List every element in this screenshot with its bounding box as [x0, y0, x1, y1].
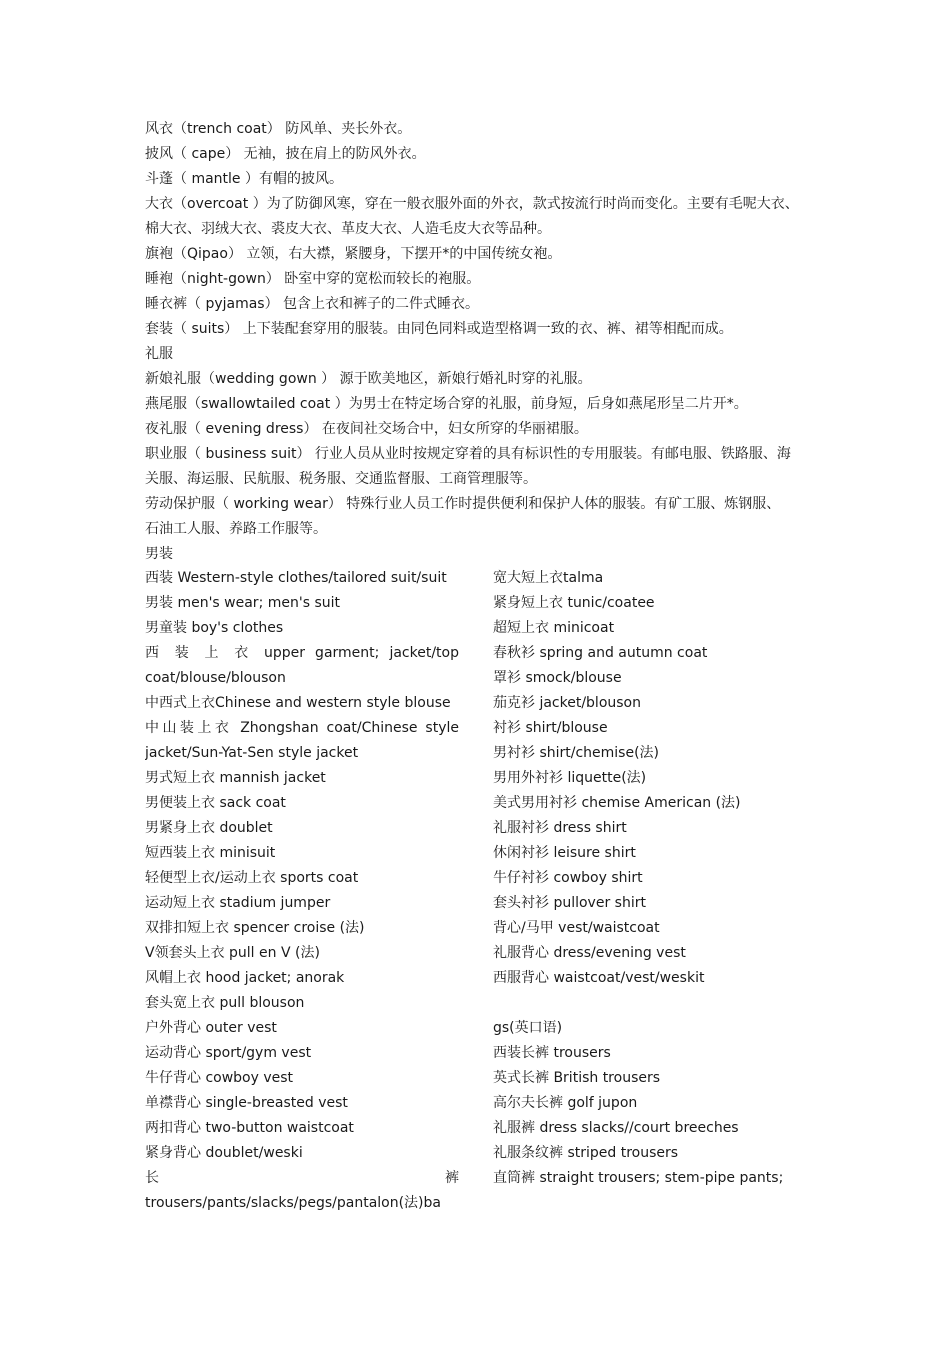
glossary-entry: 礼服背心 dress/evening vest [493, 945, 686, 961]
glossary-entry: 牛仔背心 cowboy vest [145, 1070, 294, 1086]
glossary-entry: 轻便型上衣/运动上衣 sports coat [145, 870, 359, 886]
glossary-entry: 两扣背心 two-button waistcoat [145, 1120, 354, 1136]
glossary-entry: 西装长裤 trousers [493, 1045, 611, 1061]
glossary-entry: 美式男用衬衫 chemise American (法) [493, 795, 741, 811]
paragraph-line: 劳动保护服（ working wear） 特殊行业人员工作时提供便利和保护人体的服装。有矿工服、炼钢服、 [145, 496, 781, 512]
paragraph-line: 大衣（overcoat ）为了防御风寒，穿在一般衣服外面的外衣，款式按流行时尚而变化。主要有毛呢大衣、 [145, 196, 799, 212]
paragraph-line: 旗袍（Qipao） 立领，右大襟，紧腰身，下摆开*的中国传统女袍。 [145, 246, 562, 262]
glossary-entry: 短西装上衣 minisuit [145, 845, 276, 861]
glossary-entry: 超短上衣 minicoat [493, 620, 615, 636]
glossary-entry: V领套头上衣 pull en V (法) [145, 945, 320, 961]
glossary-entry: 男式短上衣 mannish jacket [145, 770, 326, 786]
glossary-entry: 礼服裤 dress slacks//court breeches [493, 1120, 739, 1136]
glossary-entry: 男便装上衣 sack coat [145, 795, 286, 811]
glossary-entry: 礼服衬衫 dress shirt [493, 820, 627, 836]
paragraph-line: 关服、海运服、民航服、税务服、交通监督服、工商管理服等。 [145, 471, 537, 487]
glossary-entry: 衬衫 shirt/blouse [493, 720, 608, 736]
glossary-entry: 西服背心 waistcoat/vest/weskit [493, 970, 705, 986]
glossary-entry: 男装 men's wear; men's suit [145, 595, 340, 611]
glossary-entry: 牛仔衬衫 cowboy shirt [493, 870, 643, 886]
section-heading-formal-wear: 礼服 [145, 346, 173, 362]
glossary-entry: 休闲衬衫 leisure shirt [493, 845, 636, 861]
glossary-entry: 长 裤 [145, 1170, 459, 1186]
glossary-entry: 男衬衫 shirt/chemise(法) [493, 745, 660, 761]
glossary-entry: 单襟背心 single-breasted vest [145, 1095, 348, 1111]
paragraph-line: 套装（ suits） 上下装配套穿用的服装。由同色同料或造型格调一致的衣、裤、裙等相配而成。 [145, 321, 733, 337]
intro-section [145, 117, 810, 567]
glossary-entry: 紧身背心 doublet/weski [145, 1145, 303, 1161]
glossary-entry: 春秋衫 spring and autumn coat [493, 645, 708, 661]
glossary-entry: 运动背心 sport/gym vest [145, 1045, 312, 1061]
paragraph-line: 新娘礼服（wedding gown ） 源于欧美地区，新娘行婚礼时穿的礼服。 [145, 371, 592, 387]
glossary-entry: 茄克衫 jacket/blouson [493, 695, 641, 711]
paragraph-line: 燕尾服（swallowtailed coat ）为男士在特定场合穿的礼服，前身短，后身如燕尾形呈二片开*。 [145, 396, 748, 412]
section-heading-menswear: 男装 [145, 546, 173, 562]
glossary-entry-continuation: coat/blouse/blouson [145, 670, 286, 686]
glossary-entry: 西 装 上 衣 upper garment; jacket/top [145, 645, 459, 661]
paragraph-line: 石油工人服、养路工作服等。 [145, 521, 327, 537]
glossary-right-column [493, 566, 810, 1191]
paragraph-line: 风衣（trench coat） 防风单、夹长外衣。 [145, 121, 412, 137]
glossary-entry: 直筒裤 straight trousers; stem-pipe pants; [493, 1170, 784, 1186]
glossary-entry-continuation: jacket/Sun-Yat-Sen style jacket [145, 745, 359, 761]
paragraph-line: 睡袍（night-gown） 卧室中穿的宽松而较长的袍服。 [145, 271, 481, 287]
paragraph-line: 职业服（ business suit） 行业人员从业时按规定穿着的具有标识性的专用服装。有邮电服、铁路服、海 [145, 446, 791, 462]
glossary-entry: 高尔夫长裤 golf jupon [493, 1095, 638, 1111]
glossary-entry: 男紧身上衣 doublet [145, 820, 273, 836]
glossary-entry: 户外背心 outer vest [145, 1020, 277, 1036]
glossary-entry: 背心/马甲 vest/waistcoat [493, 920, 660, 936]
glossary-entry: 男用外衬衫 liquette(法) [493, 770, 647, 786]
paragraph-line: 夜礼服（ evening dress） 在夜间社交场合中，妇女所穿的华丽裙服。 [145, 421, 588, 437]
glossary-entry: 套头宽上衣 pull blouson [145, 995, 305, 1011]
paragraph-line: 披风（ cape） 无袖，披在肩上的防风外衣。 [145, 146, 426, 162]
glossary-entry: 风帽上衣 hood jacket; anorak [145, 970, 345, 986]
glossary-entry-continuation: trousers/pants/slacks/pegs/pantalon(法)ba [145, 1195, 441, 1211]
glossary-entry: gs(英口语) [493, 1020, 563, 1036]
glossary-entry: 西装 Western-style clothes/tailored suit/suit [145, 570, 447, 586]
glossary-entry: 中山装上衣 Zhongshan coat/Chinese style [145, 720, 459, 736]
glossary-entry: 罩衫 smock/blouse [493, 670, 622, 686]
paragraph-line: 睡衣裤（ pyjamas） 包含上衣和裤子的二件式睡衣。 [145, 296, 480, 312]
glossary-entry: 宽大短上衣talma [493, 570, 604, 586]
glossary-entry: 中西式上衣Chinese and western style blouse [145, 695, 451, 711]
paragraph-line: 棉大衣、羽绒大衣、裘皮大衣、革皮大衣、人造毛皮大衣等品种。 [145, 221, 551, 237]
glossary-entry: 英式长裤 British trousers [493, 1070, 661, 1086]
glossary-entry: 紧身短上衣 tunic/coatee [493, 595, 655, 611]
glossary-entry: 双排扣短上衣 spencer croise (法) [145, 920, 365, 936]
blank-line [493, 991, 810, 1016]
glossary-entry: 男童装 boy's clothes [145, 620, 284, 636]
glossary-entry: 礼服条纹裤 striped trousers [493, 1145, 679, 1161]
paragraph-line: 斗蓬（ mantle ）有帽的披风。 [145, 171, 343, 187]
glossary-entry: 套头衬衫 pullover shirt [493, 895, 646, 911]
glossary-left-column [145, 566, 459, 1216]
glossary-entry: 运动短上衣 stadium jumper [145, 895, 331, 911]
